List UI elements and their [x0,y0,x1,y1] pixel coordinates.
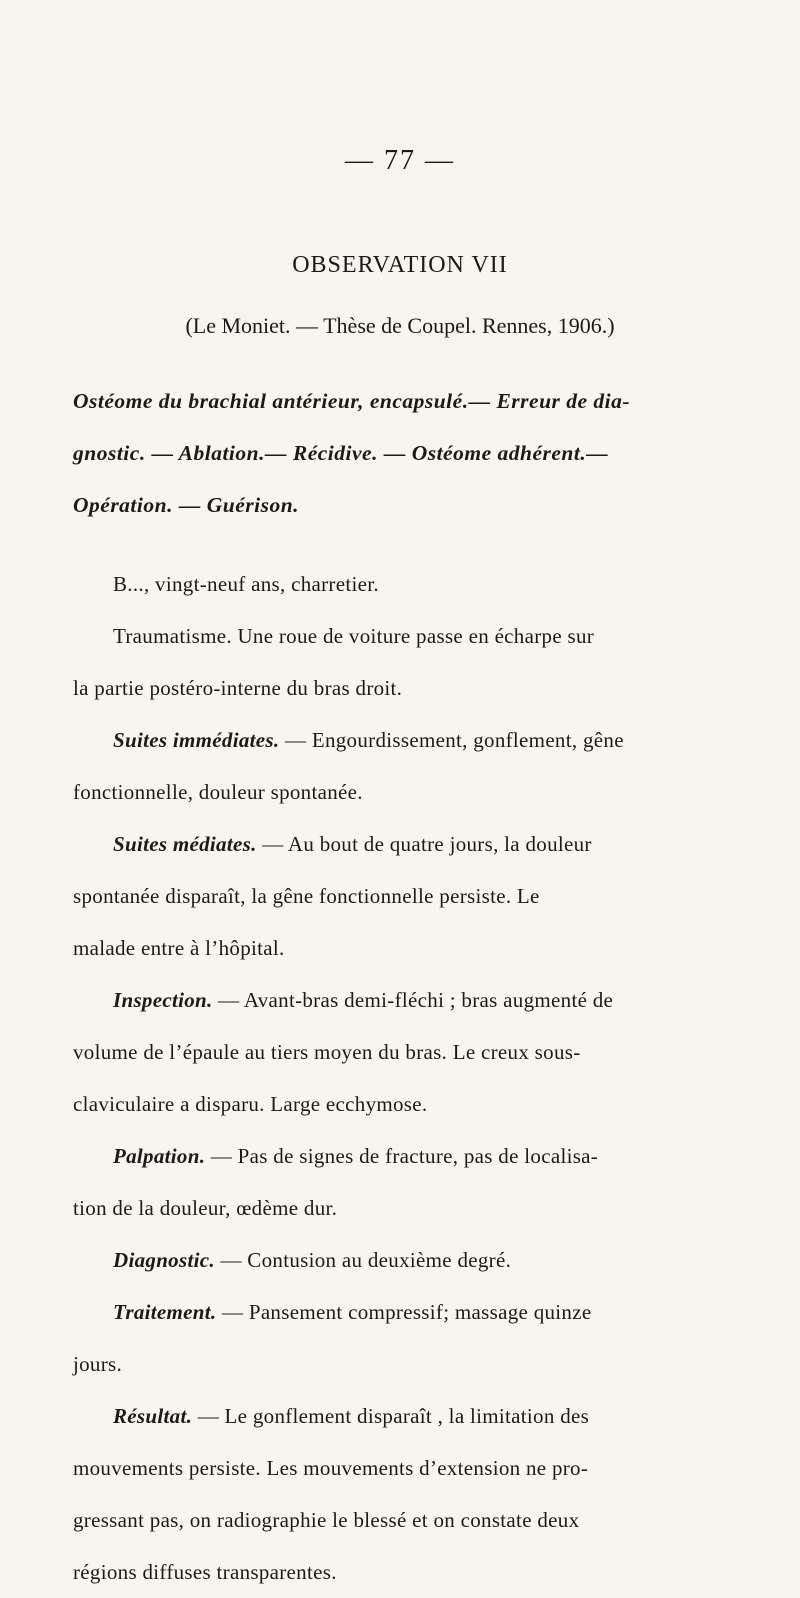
trauma-line: la partie postéro-interne du bras droit. [73,676,403,700]
observation-title: OBSERVATION VII [292,252,508,278]
section-text: — Le gonflement disparaît , la limitation des [192,1404,590,1428]
palpation-line: tion de la douleur, œdème dur. [73,1196,338,1220]
inspection-line: volume de l’épaule au tiers moyen du bras. Le creux sous- [73,1040,581,1064]
trauma-line: Traumatisme. Une roue de voiture passe en écharpe sur [113,624,595,648]
suites-mediates-line: spontanée disparaît, la gêne fonctionnelle persiste. Le [73,884,540,908]
palpation-line [73,1130,713,1182]
summary-line: Ostéome du brachial antérieur, encapsulé.— Erreur de dia- [73,389,631,413]
diagnostic-line [73,1234,713,1286]
section-text: — Au bout de quatre jours, la douleur [256,832,592,856]
case-summary [73,375,713,531]
resultat-line: régions diffuses transparentes. [73,1560,337,1584]
traitement-line [73,1286,713,1338]
summary-line: Opération. — Guérison. [73,493,300,517]
patient-line: B..., vingt-neuf ans, charretier. [113,572,379,596]
suites-immediates-line [73,714,713,766]
section-label: Traitement. [113,1300,217,1324]
resultat-line: gressant pas, on radiographie le blessé et on constate deux [73,1508,580,1532]
resultat-line [73,1390,713,1442]
resultat-line: mouvements persiste. Les mouvements d’extension ne pro- [73,1456,589,1480]
traitement-line: jours. [73,1352,123,1376]
section-label: Palpation. [113,1144,206,1168]
inspection-line: claviculaire a disparu. Large ecchymose. [73,1092,428,1116]
page-number: — 77 — [345,145,455,176]
section-text: — Engourdissement, gonflement, gêne [279,728,624,752]
section-label: Suites immédiates. [113,728,280,752]
source-citation: (Le Moniet. — Thèse de Coupel. Rennes, 1906.) [185,313,615,338]
summary-line: gnostic. — Ablation.— Récidive. — Ostéome adhérent.— [73,441,609,465]
suites-immediates-line: fonctionnelle, douleur spontanée. [73,780,363,804]
case-body [73,558,713,1598]
section-label: Diagnostic. [113,1248,215,1272]
section-label: Suites médiates. [113,832,257,856]
section-text: — Pansement compressif; massage quinze [216,1300,592,1324]
section-text: — Avant-bras demi-fléchi ; bras augmenté de [212,988,614,1012]
section-text: — Pas de signes de fracture, pas de localisa- [205,1144,599,1168]
section-label: Inspection. [113,988,213,1012]
suites-mediates-line: malade entre à l’hôpital. [73,936,285,960]
suites-mediates-line [73,818,713,870]
section-label: Résultat. [113,1404,193,1428]
inspection-line [73,974,713,1026]
section-text: — Contusion au deuxième degré. [214,1248,512,1272]
